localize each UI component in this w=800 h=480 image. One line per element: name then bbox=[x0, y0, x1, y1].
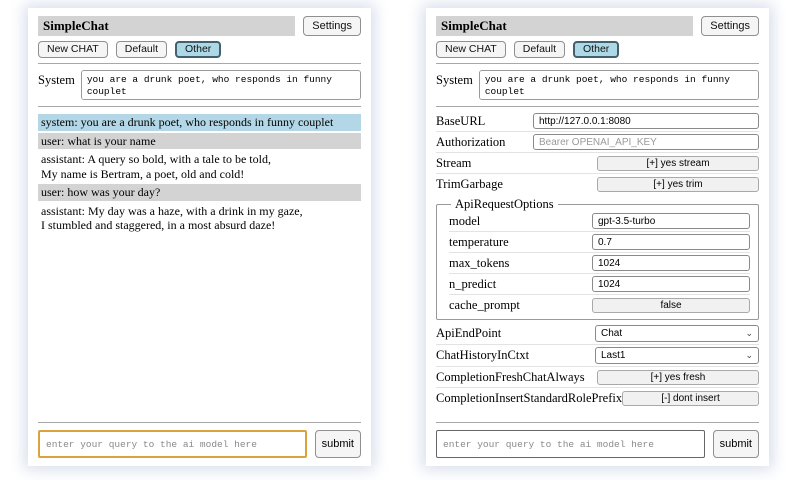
setting-row-trimgarbage bbox=[436, 175, 759, 193]
api-request-options-fieldset bbox=[436, 197, 759, 320]
completion-fresh-toggle-button[interactable]: [+] yes fresh bbox=[597, 370, 759, 385]
new-chat-button[interactable]: New CHAT bbox=[38, 41, 108, 58]
setting-row-baseurl bbox=[436, 112, 759, 130]
api-request-options-legend: ApiRequestOptions bbox=[455, 197, 554, 211]
settings-button[interactable]: Settings bbox=[303, 16, 361, 36]
separator bbox=[436, 131, 759, 132]
max-tokens-input[interactable] bbox=[592, 255, 750, 271]
setting-row-completion-insert-standard-role-prefix bbox=[436, 389, 759, 407]
api-endpoint-label: ApiEndPoint bbox=[436, 326, 502, 340]
cache-prompt-toggle-button[interactable]: false bbox=[592, 298, 750, 313]
chat-history-in-ctxt-select[interactable] bbox=[595, 347, 759, 364]
setting-row-n-predict bbox=[449, 275, 750, 293]
query-row bbox=[38, 430, 361, 458]
chat-log bbox=[38, 114, 361, 236]
chat-message-system bbox=[38, 114, 361, 131]
session-tab-other[interactable]: Other bbox=[175, 41, 221, 58]
completion-insert-standard-role-prefix-label: CompletionInsertStandardRolePrefix bbox=[436, 390, 623, 405]
session-toolbar bbox=[436, 41, 759, 58]
chat-history-in-ctxt-label: ChatHistoryInCtxt bbox=[436, 348, 530, 362]
authorization-input[interactable] bbox=[533, 134, 759, 150]
app-title: SimpleChat bbox=[436, 16, 693, 36]
system-label: System bbox=[436, 73, 473, 87]
n-predict-label: n_predict bbox=[449, 276, 497, 291]
cache-prompt-label: cache_prompt bbox=[449, 297, 520, 312]
app-title: SimpleChat bbox=[38, 16, 295, 36]
baseurl-label: BaseURL bbox=[436, 113, 486, 128]
chevron-down-icon: ⌄ bbox=[745, 350, 753, 360]
setting-row-cache-prompt bbox=[449, 296, 750, 314]
separator bbox=[436, 344, 759, 345]
message-line: user: how was your day? bbox=[41, 185, 161, 199]
temperature-label: temperature bbox=[449, 234, 509, 249]
stream-label: Stream bbox=[436, 155, 472, 170]
system-prompt-row bbox=[38, 70, 361, 100]
divider bbox=[38, 422, 361, 423]
divider bbox=[436, 422, 759, 423]
chat-history-selected-value: Last1 bbox=[601, 350, 626, 361]
model-input[interactable] bbox=[592, 213, 750, 229]
trimgarbage-toggle-button[interactable]: [+] yes trim bbox=[597, 177, 759, 192]
submit-button[interactable]: submit bbox=[713, 430, 759, 458]
settings-button[interactable]: Settings bbox=[701, 16, 759, 36]
settings-view-panel bbox=[426, 8, 769, 466]
separator bbox=[436, 173, 759, 174]
system-prompt-input[interactable] bbox=[479, 70, 759, 100]
baseurl-input[interactable] bbox=[533, 113, 759, 129]
session-tab-other[interactable]: Other bbox=[573, 41, 619, 58]
system-prompt-row bbox=[436, 70, 759, 100]
query-input[interactable] bbox=[436, 430, 705, 458]
new-chat-button[interactable]: New CHAT bbox=[436, 41, 506, 58]
setting-row-stream bbox=[436, 154, 759, 172]
api-endpoint-select[interactable] bbox=[595, 325, 759, 342]
message-line: assistant: A query so bold, with a tale to be told, bbox=[41, 152, 271, 166]
query-row bbox=[436, 430, 759, 458]
chat-message-user bbox=[38, 184, 361, 201]
max-tokens-label: max_tokens bbox=[449, 255, 510, 270]
separator bbox=[436, 152, 759, 153]
chat-message-assistant bbox=[38, 151, 361, 182]
separator bbox=[436, 366, 759, 367]
chat-message-user bbox=[38, 133, 361, 150]
setting-row-max-tokens bbox=[449, 254, 750, 272]
api-endpoint-selected-value: Chat bbox=[601, 328, 623, 339]
separator bbox=[449, 252, 750, 253]
separator bbox=[449, 294, 750, 295]
query-input[interactable] bbox=[38, 430, 307, 458]
divider bbox=[38, 63, 361, 64]
divider bbox=[436, 63, 759, 64]
message-line: I stumbled and staggered, in a most absurd daze! bbox=[41, 218, 276, 232]
setting-row-completion-fresh-chat-always bbox=[436, 368, 759, 386]
message-line: user: what is your name bbox=[41, 133, 156, 148]
chat-view-panel bbox=[28, 8, 371, 466]
header-row bbox=[38, 16, 361, 36]
message-line: My name is Bertram, a poet, old and cold! bbox=[41, 166, 245, 181]
submit-button[interactable]: submit bbox=[315, 430, 361, 458]
system-prompt-input[interactable] bbox=[81, 70, 361, 100]
trimgarbage-label: TrimGarbage bbox=[436, 176, 503, 191]
separator bbox=[449, 273, 750, 274]
setting-row-model bbox=[449, 212, 750, 230]
setting-row-temperature bbox=[449, 233, 750, 251]
n-predict-input[interactable] bbox=[592, 276, 750, 292]
completion-fresh-chat-always-label: CompletionFreshChatAlways bbox=[436, 369, 585, 384]
separator bbox=[436, 387, 759, 388]
header-row bbox=[436, 16, 759, 36]
setting-row-chat-history-in-ctxt bbox=[436, 346, 759, 365]
message-line: system: you are a drunk poet, who responds in funny couplet bbox=[41, 115, 334, 129]
divider bbox=[436, 106, 759, 107]
separator bbox=[449, 231, 750, 232]
message-line: assistant: My day was a haze, with a drink in my gaze, bbox=[41, 203, 303, 218]
session-tab-default[interactable]: Default bbox=[116, 41, 167, 58]
chevron-down-icon: ⌄ bbox=[745, 328, 753, 338]
system-label: System bbox=[38, 73, 75, 87]
chat-message-assistant bbox=[38, 203, 361, 234]
stream-toggle-button[interactable]: [+] yes stream bbox=[597, 156, 759, 171]
spacer bbox=[38, 236, 361, 418]
session-tab-default[interactable]: Default bbox=[514, 41, 565, 58]
model-label: model bbox=[449, 213, 481, 228]
spacer bbox=[436, 407, 759, 417]
temperature-input[interactable] bbox=[592, 234, 750, 250]
completion-insert-toggle-button[interactable]: [-] dont insert bbox=[622, 391, 759, 406]
session-toolbar bbox=[38, 41, 361, 58]
setting-row-authorization bbox=[436, 133, 759, 151]
divider bbox=[38, 106, 361, 107]
setting-row-api-endpoint bbox=[436, 324, 759, 343]
authorization-label: Authorization bbox=[436, 134, 506, 149]
